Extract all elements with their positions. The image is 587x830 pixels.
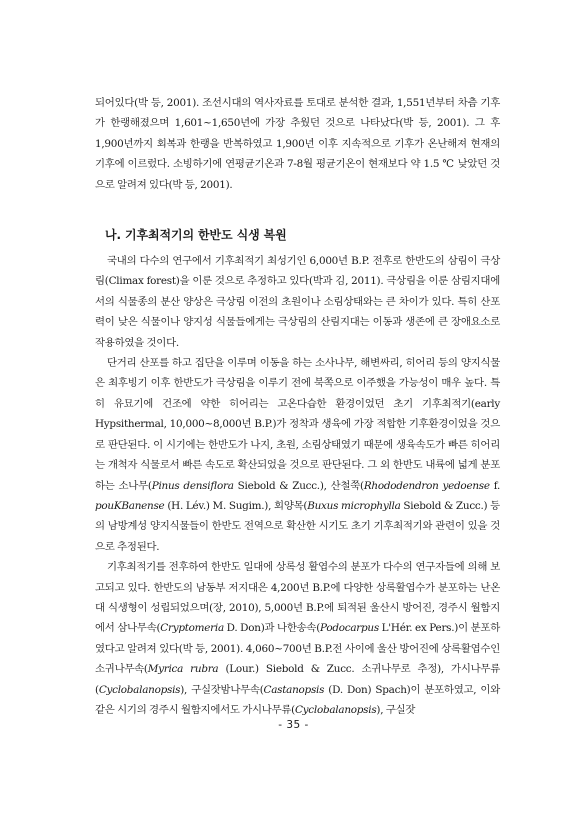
text-run: (Lour.) Siebold & Zucc. 소귀나무로 추정), 가시나무류( (95, 663, 500, 696)
document-page (95, 93, 500, 720)
species-name: Buxus microphylla (307, 499, 401, 512)
paragraph-intro: 되어있다(박 등, 2001). 조선시대의 역사자료를 토대로 분석한 결과, 1,551년부터 차츰 기후가 한랭해졌으며 1,601~1,650년에 가장 추웠던 것으로 나타났다(박 등, 2001). 그 후 1,900년까지 회복과 한랭을 반복하였고 1,900년 이후 지속적으로 기후가 온난해져 현재의 기후에 이르렀다. 소빙하기에 연평균기온과 7-8월 평균기온이 현재보다 약 1.5 ℃ 낮았던 것으로 알려져 있다(박 등, 2001). (95, 97, 500, 191)
text-run: (H. Lév.) M. Sugim.), 회양목( (164, 499, 308, 512)
species-name: Cyclobalanopsis (294, 703, 377, 716)
species-name: Podocarpus (320, 622, 379, 635)
paragraph-sun-plants (95, 353, 500, 557)
text-run: ), 구실잣밤나무속( (180, 683, 264, 696)
species-name: Pinus densiflora (151, 479, 234, 492)
text-run: ), 구실잣 (376, 703, 416, 716)
species-name: Cryptomeria (160, 622, 224, 635)
paragraph-climax-forest: 국내의 다수의 연구에서 기후최적기 최성기인 6,000년 B.P. 전후로 한반도의 삼림이 극상림(Climax forest)을 이룬 것으로 추정하고 있다(박과 김, 2011). 극상림을 이룬 삼림지대에서의 식물종의 분산 양상은 극상림 이전의 초원이나 소림상태와는 큰 차이가 있다. 특히 산포력이 낮은 식물이나 양지성 식물들에게는 극상림의 산림지대는 이동과 생존에 큰 장애요소로 작용하였을 것이다. (95, 255, 500, 349)
species-name: pouKBanense (95, 499, 165, 512)
paragraph-evergreen (95, 557, 500, 720)
text-run: (D. Don) Spach)이 분포하였고, 이와 같은 시기의 경주시 월함지에서도 가시나무류( (95, 683, 500, 716)
text-run: 기후최적기를 전후하여 한반도 일대에 상록성 활엽수의 분포가 다수의 연구자들에 의해 보고되고 있다. 한반도의 남동부 저지대은 4,200년 B.P.에 다양한 상록활엽수가 분포하는 난온대 식생형이 성립되었으며(장, 2010), 5,000년 B.P.에 퇴적된 울산시 방어진, 경주시 월함지에서 삼나무속( (95, 561, 500, 635)
text-run: Siebold & Zucc.), 산철쭉( (233, 479, 364, 492)
text-run: L'Hér. ex Pers.)이 분포하였다고 알려져 있다(박 등, 2001). 4,060~700년 B.P.전 사이에 울산 방어진에 상록활엽수인 소귀나무속( (95, 622, 501, 676)
text-run: 단거리 산포를 하고 집단을 이루며 이동을 하는 소사나무, 해변싸리, 히어리 등의 양지식물은 최후빙기 이후 한반도가 극상림을 이루기 전에 북쪽으로 이주했을 가능성이 매우 높다. 특히 유묘기에 건조에 약한 히어리는 고온다습한 환경이었던 초기 기후최적기(early Hypsithermal, 10,000~8,000년 B.P.)가 정착과 생육에 가장 적합한 기후환경이었을 것으로 판단된다. 이 시기에는 한반도가 나지, 초원, 소림상태였기 때문에 생육속도가 빠른 히어리는 개척자 식물로서 빠른 속도로 확산되었을 것으로 판단된다. 그 외 한반도 내륙에 넓게 분포하는 소나무( (95, 357, 500, 492)
species-name: Cyclobalanopsis (98, 683, 181, 696)
species-name: Castanopsis (263, 683, 325, 696)
species-name: Rhododendron yedoense (363, 479, 490, 492)
section-heading: 나. 기후최적기의 한반도 식생 복원 (105, 228, 287, 243)
species-name: Myrica rubra (147, 663, 219, 676)
page-number: - 35 - (278, 719, 309, 731)
text-run: f. (489, 479, 500, 492)
text-run: D. Don)과 나한송속( (223, 622, 321, 635)
text-run: Siebold & Zucc.) 등의 남방계성 양지식물들이 한반도 전역으로 확산한 시기도 초기 기후최적기와 관련이 있을 것으로 추정된다. (95, 499, 500, 553)
